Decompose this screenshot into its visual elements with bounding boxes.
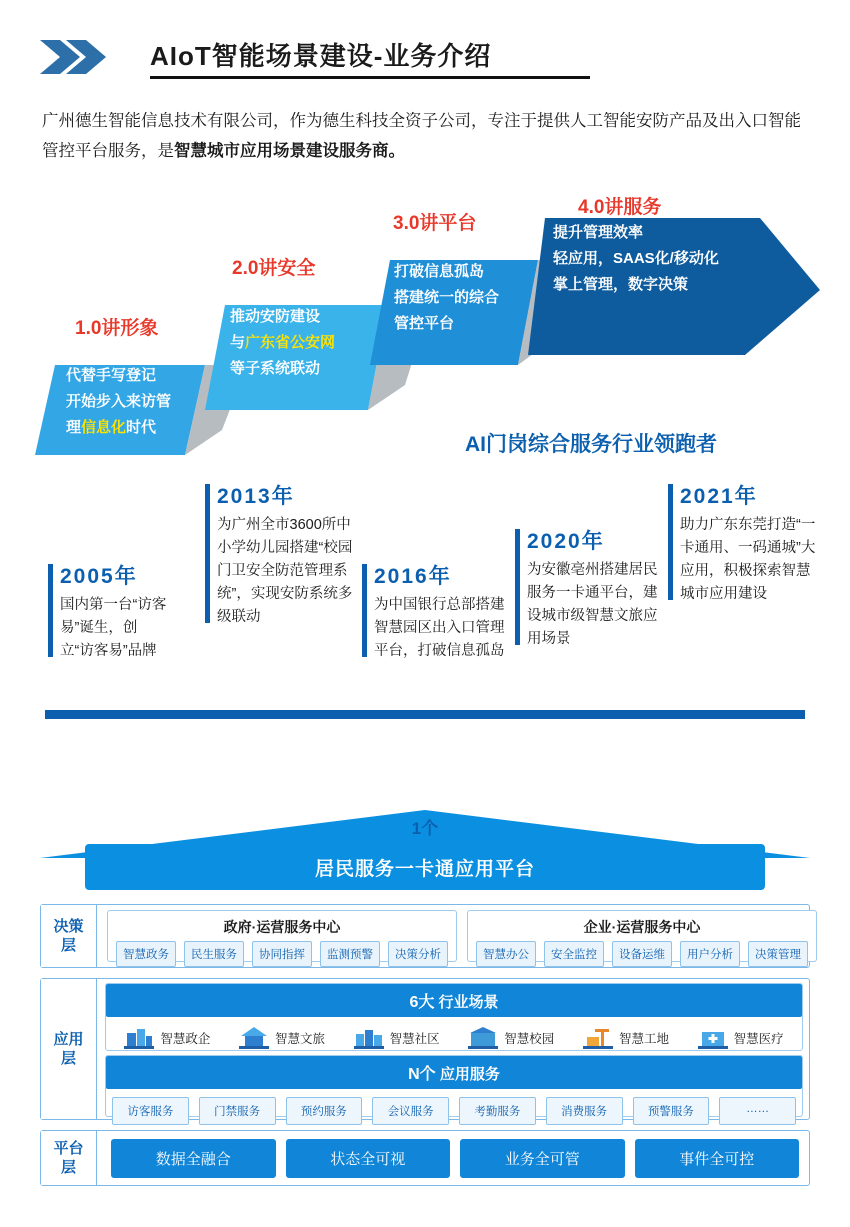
scene-label: 智慧医疗 (733, 1032, 784, 1046)
stage-2-text (230, 304, 405, 382)
timeline-desc: 为广州全市3600所中小学幼儿园搭建“校园门卫安全防范管理系统”，实现安防系统多级联动 (217, 517, 353, 625)
stage-3-line2: 搭建统一的综合 (394, 289, 500, 306)
ent-chip[interactable]: 用户分析 (680, 941, 740, 967)
decision-layer-tag (41, 905, 97, 967)
platform-cell-row (101, 1131, 809, 1186)
timeline-arrow-icon: ⟶ (722, 708, 741, 723)
timeline-year: 2020年 (527, 530, 605, 553)
platform-layer-tag (41, 1131, 97, 1185)
scene-label: 智慧文旅 (274, 1032, 325, 1046)
timeline-item-2013 (205, 480, 360, 629)
timeline-axis (45, 710, 805, 719)
scene-label: 智慧社区 (389, 1032, 440, 1046)
stage-1-line3 (66, 415, 226, 441)
ent-chip-row (468, 941, 816, 975)
scene-item[interactable] (468, 1025, 554, 1051)
service-chip-more[interactable]: …… (719, 1097, 796, 1125)
stage-label-2: 2.0讲安全 (232, 258, 316, 279)
services-panel (105, 1055, 803, 1117)
stage-1-line2: 开始步入来访管 (66, 393, 172, 410)
stage-3-line1: 打破信息孤岛 (394, 263, 485, 280)
application-layer (40, 978, 810, 1120)
pavilion-icon (239, 1025, 269, 1051)
timeline-accent-bar (515, 529, 520, 645)
timeline-desc: 助力广东东莞打造“一卡通用、一码通城”大应用，积极探索智慧城市应用建设 (680, 517, 816, 602)
scene-item[interactable] (583, 1025, 669, 1051)
chevron-decoration (40, 40, 100, 74)
scene-row (106, 1017, 802, 1059)
stage-label-4: 4.0讲服务 (578, 197, 662, 218)
ent-chip[interactable]: 决策管理 (748, 941, 808, 967)
crane-icon (583, 1025, 613, 1051)
timeline-item-2016 (362, 560, 507, 663)
intro-text-highlight: 智慧城市应用场景建设服务商 (174, 142, 389, 160)
stage-4-text (553, 220, 813, 298)
scenes-head-text: 行业场景 (438, 994, 499, 1011)
stage-1-line3b: 信息化 (81, 419, 127, 436)
ent-panel-title: 企业·运营服务中心 (583, 919, 701, 935)
gov-chip[interactable]: 监测预警 (320, 941, 380, 967)
evolution-stages (0, 180, 850, 480)
timeline-arrow-icon: ⟶ (222, 708, 241, 723)
timeline-desc: 为安徽亳州搭建居民服务一卡通平台，建设城市级智慧文旅应用场景 (527, 562, 658, 647)
city-building-icon (124, 1025, 154, 1051)
intro-text-part1: 广州德生智能信息技术有限公司，作为德生科技全资子公司，专注于提供人工智能安防产品及出入口智能管控平台服务，是 (42, 112, 801, 160)
timeline-year: 2013年 (217, 485, 295, 508)
ent-chip[interactable]: 设备运维 (612, 941, 672, 967)
title-underline (150, 76, 590, 79)
platform-architecture (40, 800, 810, 1200)
intro-text-part3: 。 (388, 142, 405, 160)
ent-chip[interactable]: 智慧办公 (476, 941, 536, 967)
service-chip[interactable]: 访客服务 (112, 1097, 189, 1125)
scene-label: 智慧工地 (618, 1032, 669, 1046)
service-chip[interactable]: 会议服务 (372, 1097, 449, 1125)
stage-2-line2b: 广东省公安网 (245, 334, 336, 351)
stage-1-line3a: 理 (66, 419, 82, 436)
timeline-year: 2021年 (680, 485, 758, 508)
ent-chip[interactable]: 安全监控 (544, 941, 604, 967)
application-layer-tag (41, 979, 97, 1119)
hospital-icon (698, 1025, 728, 1051)
service-chip[interactable]: 消费服务 (546, 1097, 623, 1125)
app-tag-line2: 层 (60, 1050, 76, 1067)
scene-item[interactable] (239, 1025, 325, 1051)
timeline-arrow-icon: ⟶ (558, 708, 577, 723)
timeline-arrow-icon: ⟶ (378, 708, 397, 723)
page-title: AIoT智能场景建设-业务介绍 (150, 41, 492, 71)
gov-chip[interactable]: 协同指挥 (252, 941, 312, 967)
timeline-desc: 为中国银行总部搭建智慧园区出入口管理平台，打破信息孤岛 (374, 597, 505, 659)
plat-tag-line2: 层 (60, 1159, 76, 1176)
stage-2-line1: 推动安防建设 (230, 308, 321, 325)
stage-1-line1: 代替手写登记 (66, 367, 157, 384)
platform-cell[interactable]: 事件全可控 (635, 1139, 800, 1178)
decision-tag-line1: 决策 (53, 918, 84, 935)
service-chip[interactable]: 考勤服务 (459, 1097, 536, 1125)
platform-layer (40, 1130, 810, 1186)
scenes-panel (105, 983, 803, 1051)
stage-2-line2a: 与 (230, 334, 246, 351)
community-icon (354, 1025, 384, 1051)
gov-chip[interactable]: 民生服务 (184, 941, 244, 967)
platform-cell[interactable]: 数据全融合 (111, 1139, 276, 1178)
timeline-item-2020 (515, 525, 660, 651)
gov-chip[interactable]: 智慧政务 (116, 941, 176, 967)
enterprise-service-center-panel (467, 910, 817, 962)
timeline-accent-bar (362, 564, 367, 657)
stage-4-line3: 掌上管理，数字决策 (553, 276, 689, 293)
timeline-accent-bar (205, 484, 210, 623)
services-head-text: 应用服务 (439, 1066, 500, 1083)
double-chevron-icon (40, 40, 108, 74)
service-chip[interactable]: 门禁服务 (199, 1097, 276, 1125)
page-header (40, 36, 820, 82)
scene-label: 智慧校园 (504, 1032, 555, 1046)
roof-count-label: 1个 (411, 819, 439, 838)
timeline-item-2021 (668, 480, 816, 606)
stage-1-line3c: 时代 (126, 419, 157, 436)
gov-chip-row (108, 941, 456, 975)
timeline-desc: 国内第一台“访客易”诞生，创立“访客易”品牌 (60, 597, 167, 659)
services-row (106, 1089, 802, 1133)
company-timeline (0, 470, 850, 740)
scene-label: 智慧政企 (160, 1032, 211, 1046)
plat-tag-line1: 平台 (53, 1140, 84, 1157)
scene-item[interactable] (354, 1025, 440, 1051)
intro-paragraph (42, 106, 812, 166)
stage-2-line3: 等子系统联动 (230, 360, 321, 377)
services-head (106, 1056, 802, 1089)
service-chip[interactable]: 预约服务 (286, 1097, 363, 1125)
stage-3-line3: 管控平台 (394, 315, 455, 332)
gov-panel-title: 政府·运营服务中心 (223, 919, 341, 935)
gov-chip[interactable]: 决策分析 (388, 941, 448, 967)
platform-cell[interactable]: 业务全可管 (460, 1139, 625, 1178)
platform-cell[interactable]: 状态全可视 (286, 1139, 451, 1178)
timeline-accent-bar (48, 564, 53, 657)
timeline-accent-bar (668, 484, 673, 600)
stage-3-text (394, 259, 554, 337)
services-head-num: N个 (408, 1066, 436, 1083)
stage-label-1: 1.0讲形象 (75, 318, 159, 339)
service-chip[interactable]: 预警服务 (633, 1097, 710, 1125)
scene-item[interactable] (124, 1025, 210, 1051)
school-icon (468, 1025, 498, 1051)
gov-service-center-panel (107, 910, 457, 962)
timeline-year: 2005年 (60, 565, 138, 588)
stage-4-line2: 轻应用，SAAS化/移动化 (553, 250, 719, 267)
scene-item[interactable] (698, 1025, 784, 1051)
timeline-item-2005 (48, 560, 168, 663)
roof-title: 居民服务一卡通应用平台 (85, 844, 765, 890)
decision-tag-line2: 层 (60, 937, 76, 954)
stage-2-line2 (230, 330, 405, 356)
scenes-head (106, 984, 802, 1017)
decision-layer (40, 904, 810, 968)
stage-1-text (66, 363, 226, 441)
scenes-head-num: 6大 (409, 994, 435, 1011)
timeline-year: 2016年 (374, 565, 452, 588)
stage-label-3: 3.0讲平台 (393, 213, 477, 234)
stages-tagline: AI门岗综合服务行业领跑者 (465, 433, 717, 456)
stage-4-line1: 提升管理效率 (553, 224, 644, 241)
app-tag-line1: 应用 (53, 1031, 84, 1048)
